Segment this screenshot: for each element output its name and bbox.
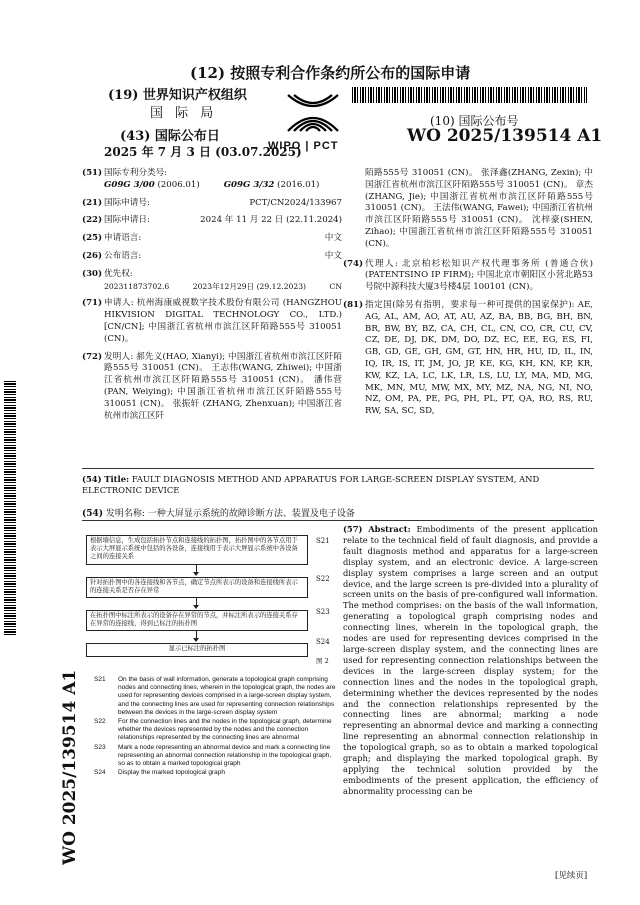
- continued-note: [见续页]: [555, 871, 588, 881]
- arrow-icon: [196, 631, 197, 641]
- field-code: (72): [82, 351, 103, 362]
- field-value: 2024 年 11 月 22 日 (22.11.2024): [200, 215, 342, 226]
- field-code: (81): [343, 299, 364, 310]
- abstract: [343, 524, 598, 797]
- field-label: 国际申请号:: [104, 197, 150, 208]
- flow-step-id: S21: [316, 537, 330, 545]
- step-id: S23: [94, 743, 106, 751]
- agent-field: [343, 259, 593, 294]
- step-item: [82, 676, 337, 717]
- title-label: Title:: [104, 474, 130, 484]
- field-value: 中文: [324, 233, 342, 244]
- flow-step-box: 显示已标注的拓扑图: [86, 643, 308, 657]
- field-code: (54): [82, 474, 102, 484]
- field-code: (25): [82, 233, 103, 244]
- field-label: 优先权:: [104, 268, 133, 279]
- step-text: For the connection lines and the nodes in the topological graph, determine whether the devices represented by the nodes and the connection relationships represented by the connecting lines are abnormal: [118, 718, 332, 742]
- step-id: S24: [94, 769, 106, 777]
- field-value: PCT/CN2024/133967: [249, 197, 342, 208]
- title-label: 发明名称:: [105, 509, 145, 519]
- step-id: S21: [94, 676, 106, 683]
- pub-date: 2025 年 7 月 3 日 (03.07.2025): [104, 145, 302, 159]
- ipc-class: G09G 3/00: [104, 179, 155, 190]
- org-bureau: 国 际 局: [150, 106, 218, 121]
- agent-text: 代理人: 北京柏杉松知识产权代理事务所 (普通合伙) (PATENTSINO IP FIRM); 中国北京市朝阳区小营北路53号院中源科技大厦3号楼4层 100101 (CN)。: [365, 258, 593, 293]
- section-divider: [82, 520, 594, 521]
- field-value: 中文: [324, 250, 342, 261]
- step-text: On the basis of wall information, generate a topological graph comprising nodes and connecting lines, wherein in the topological graph, the nodes are used for representing devices comprised in a large-screen display system, and the connecting lines are used for representing connection relationships between the devices in the large-screen display system: [118, 676, 336, 716]
- step-item: [82, 718, 337, 743]
- appl-no-field: [82, 198, 342, 210]
- abstract-text: Embodiments of the present application relate to the technical field of fault diagnosis, and provide a fault diagnosis method and apparatus for a large-screen display system, and an electronic device. A large-screen display system comprises a large screen and an output device, and the large screen is pre-divided into a plurality of screen units on the basis of pre-configured wall information. The method comprises: on the basis of the wall information, generating a topological graph comprising nodes and connecting lines, wherein in the topological graph, the nodes are used for representing devices comprised in the large-screen display system, and the connecting lines are used for representing connection relationships between the devices in the large-screen display system; for the connection lines and the nodes in the topological graph, determining whether the devices represented by the nodes and the connection relationships represented by the connecting lines are abnormal; marking a node representing an abnormal device and marking a connecting line representing an abnormal connection relationship in the topological graph, so as to obtain a marked topological graph; and displaying the marked topological graph. By applying the technical solution provided by the embodiments of the present application, the efficiency of abnormality processing can be: [343, 524, 598, 796]
- priority-number: 202311873702.6: [104, 281, 170, 291]
- pub-number: WO 2025/139514 A1: [407, 126, 603, 146]
- field-code: (26): [82, 250, 103, 261]
- designated-states-text: 指定国(除另有指明，要求每一种可提供的国家保护): AE, AG, AL, AM, AO, AT, AU, AZ, BA, BB, BG, BH, BN, BR, BW, BY, BZ, CA, CH, CL, CN, CO, CR, CU, CV, CZ, DE, DJ, DK, DM, DO, DZ, EC, EE, EG, ES, FI, GB, GD, GE, GH, GM, GT, HN, HR, HU, ID, IL, IN, IQ, IR, IS, IT, JM, JO, JP, KE, KG, KH, KN, KP, KR, KW, KZ, LA, LC, LK, LR, LS, LU, LY, MA, MD, MG, MK, MN, MU, MW, MX, MY, MZ, NA, NG, NI, NO, NZ, OM, PA, PE, PG, PH, PL, PT, QA, RO, RS, RU, RW, SA, SC, SD,: [365, 299, 593, 417]
- field-code: (74): [343, 258, 364, 269]
- step-text: Mark a node representing an abnormal device and mark a connecting line representing an abnormal connection relationship in the topological graph, so as to obtain a marked topological graph: [118, 743, 332, 768]
- bibliographic-data: [82, 168, 342, 428]
- field-label: 申请语言:: [104, 233, 142, 244]
- field-code: (22): [82, 215, 103, 226]
- ipc-date: (2006.01): [157, 179, 200, 190]
- flow-step-box: 在拓扑图中标注所表示的设备存在异常的节点，并标注所表示的连接关系存在异常的连接线，得到已标注的拓扑图: [86, 610, 308, 631]
- flow-step-id: S23: [316, 608, 330, 616]
- step-item: [82, 744, 337, 769]
- abstract-label: Abstract:: [368, 524, 411, 534]
- title-cn: [82, 506, 594, 519]
- title-text: FAULT DIAGNOSIS METHOD AND APPARATUS FOR LARGE-SCREEN DISPLAY SYSTEM, AND ELECTRONIC DEVICE: [82, 474, 540, 495]
- arrow-icon: [196, 598, 197, 608]
- field-code: (30): [82, 268, 103, 279]
- inventors-field: [82, 352, 342, 423]
- field-code: (71): [82, 298, 103, 309]
- wipo-pct-logo-text: WIPO | PCT: [268, 140, 339, 152]
- ipc-date: (2016.01): [277, 179, 320, 190]
- title-text: 一种大屏显示系统的故障诊断方法、装置及电子设备: [147, 509, 355, 519]
- flow-step-id: S22: [316, 575, 330, 583]
- document-heading: (12) 按照专利合作条约所公布的国际申请: [190, 64, 471, 82]
- pub-lang-field: [82, 251, 342, 263]
- priority-country: CN: [329, 281, 342, 291]
- step-legend: [82, 676, 337, 778]
- pub-no-label: (10) 国际公布号: [430, 114, 519, 128]
- filing-date-field: [82, 215, 342, 227]
- flow-step-box: 根据墙信息，生成包括拓扑节点和连接线的拓扑图，拓扑图中的各节点用于表示大屏显示系统中包括的各设备，连接线用于表示大屏显示系统中各设备之间的连接关系: [86, 535, 308, 565]
- inventors-text: 发明人: 郝先义(HAO, Xianyi); 中国浙江省杭州市滨江区阡陌路555号 310051 (CN)。 王志伟(WANG, Zhiwei); 中国浙江省杭州市滨江区阡陌路555号 310051 (CN)。 潘伟营(PAN, Weiying); 中国浙江省杭州市滨江区阡陌路555号 310051 (CN)。 张振轩 (ZHANG, Zhenxuan); 中国浙江省杭州市滨江区阡: [104, 351, 342, 421]
- step-item: [82, 769, 337, 777]
- org-name: (19) 世界知识产权组织: [108, 88, 247, 103]
- flow-step-id: S24: [316, 638, 330, 646]
- section-divider: [82, 468, 594, 469]
- field-code: (51): [82, 168, 103, 178]
- applicant-text: 申请人: 杭州海康威视数字技术股份有限公司 (HANGZHOU HIKVISION DIGITAL TECHNOLOGY CO., LTD.) [CN/CN]; 中国浙江省杭州市滨江区阡陌路555号 310051 (CN)。: [104, 298, 342, 344]
- step-text: Display the marked topological graph: [118, 769, 225, 777]
- arrow-icon: [196, 565, 197, 575]
- filing-lang-field: [82, 233, 342, 245]
- field-code: (54): [82, 509, 104, 519]
- field-code: (21): [82, 197, 103, 208]
- designated-states-field: [343, 300, 593, 418]
- pub-date-label: (43) 国际公布日: [120, 129, 220, 144]
- step-id: S22: [94, 718, 106, 726]
- field-label: 国际专利分类号:: [104, 168, 168, 178]
- field-label: 国际申请日:: [104, 215, 150, 226]
- barcode-image: [352, 87, 587, 103]
- side-pub-number: WO 2025/139514 A1: [60, 669, 80, 865]
- priority-field: [82, 269, 342, 293]
- ipc-field: [82, 168, 342, 192]
- bibliographic-data-continued: [343, 168, 593, 424]
- title-en: [82, 474, 594, 496]
- flowchart-figure: [86, 535, 336, 670]
- priority-date: 2023年12月29日 (29.12.2023): [192, 281, 306, 291]
- ipc-class: G09G 3/32: [223, 179, 275, 190]
- side-barcode-image: [4, 380, 16, 635]
- applicant-field: [82, 298, 342, 345]
- field-label: 公布语言:: [104, 250, 142, 261]
- flow-step-box: 针对拓扑图中的各连接线和各节点，确定节点所表示的设备和连接线所表示的连接关系是否存在异常: [86, 577, 308, 598]
- inventors-continued: 陌路555号 310051 (CN)。 张泽鑫(ZHANG, Zexin); 中国浙江省杭州市滨江区阡陌路555号 310051 (CN)。 章杰(ZHANG, Jie); 中国浙江省杭州市滨江区阡陌路555号 310051 (CN)。 王法伟(WANG, Fawei); 中国浙江省杭州市滨江区阡陌路555号 310051 (CN)。 沈梓豪(SHEN, Zihao); 中国浙江省杭州市滨江区阡陌路555号 310051 (CN)。: [365, 168, 593, 249]
- field-code: (57): [343, 524, 363, 534]
- figure-label: 图 2: [316, 657, 329, 665]
